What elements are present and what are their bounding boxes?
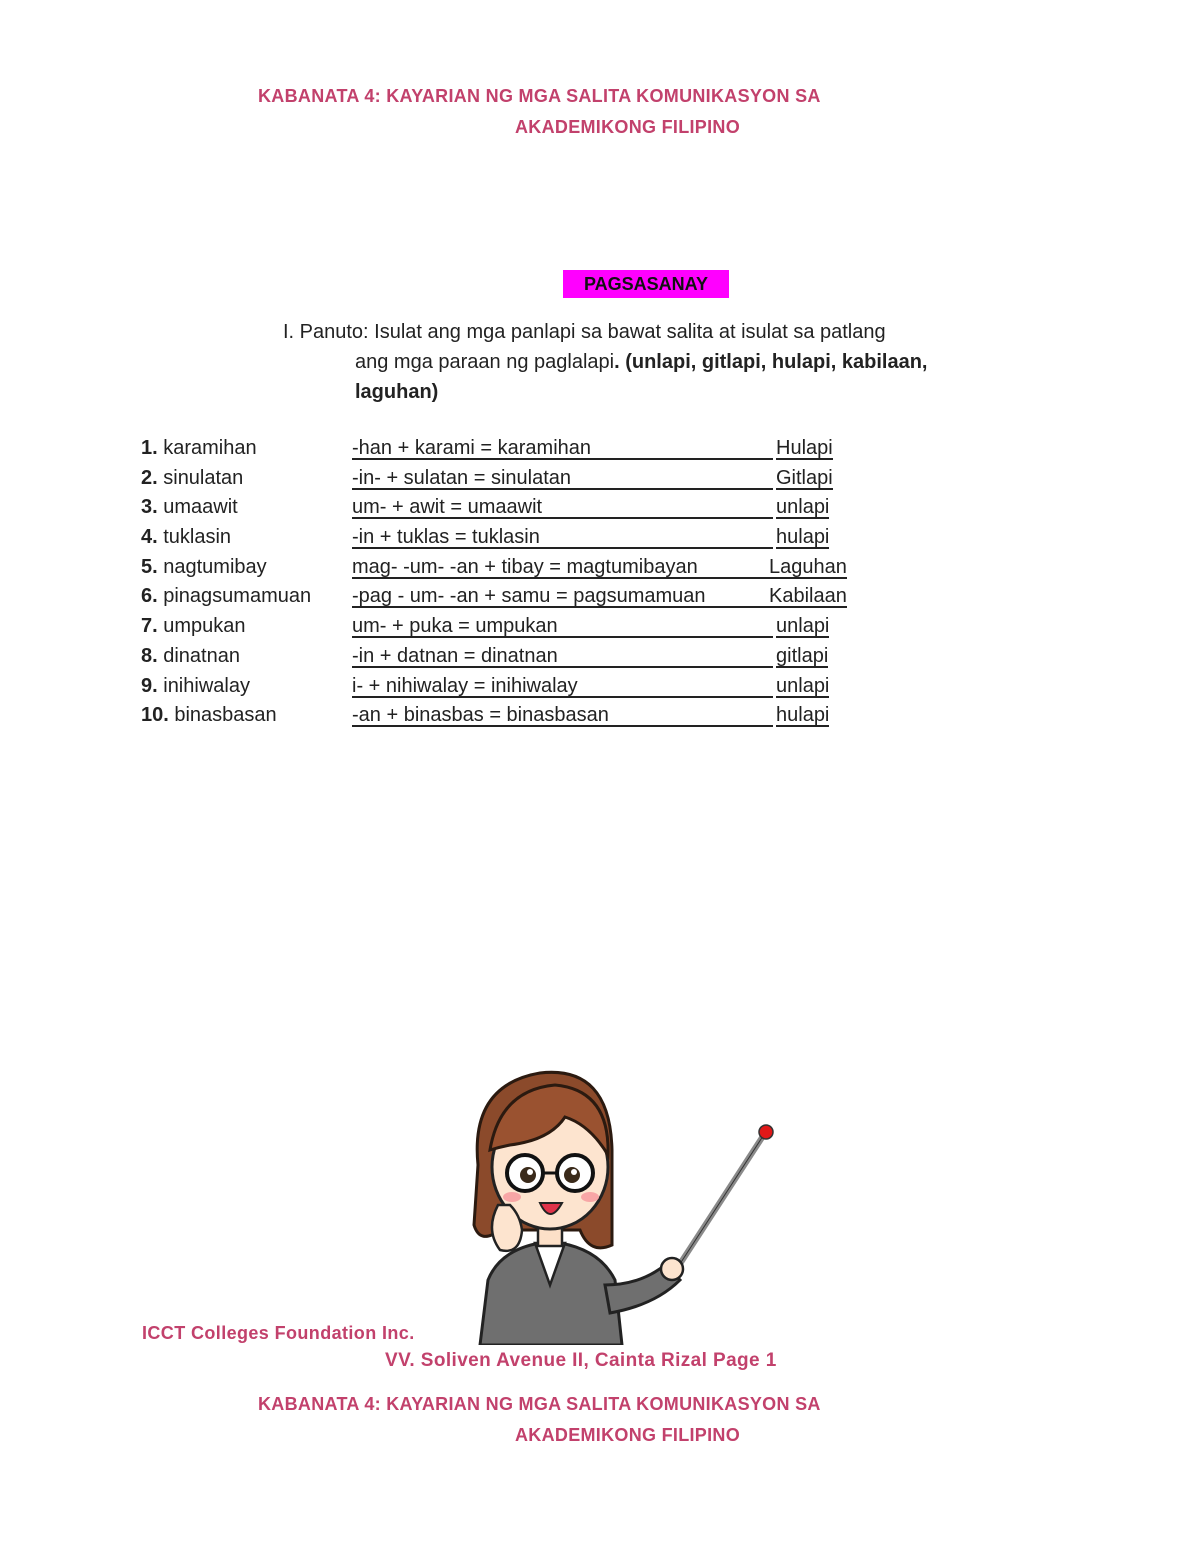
answer-blank[interactable] [352, 582, 773, 608]
item-type: hulapi [776, 704, 830, 727]
item-equation: -in + tuklas = tuklasin [352, 526, 540, 549]
answer-blank[interactable] [352, 701, 773, 727]
item-word: karamihan [157, 437, 257, 459]
type-blank[interactable] [769, 553, 847, 579]
answer-blank[interactable] [352, 523, 773, 549]
item-equation: -in + datnan = dinatnan [352, 644, 558, 667]
item-number: 8. [141, 644, 158, 667]
item-type: Kabilaan [769, 585, 847, 608]
item-equation: -an + binasbas = binasbasan [352, 704, 609, 727]
footer-address: VV. Soliven Avenue II, Cainta Rizal Page 1 [385, 1350, 777, 1371]
item-equation: um- + puka = umpukan [352, 615, 558, 638]
page-header-line1: KABANATA 4: KAYARIAN NG MGA SALITA KOMUNIKASYON SA [258, 86, 821, 106]
answer-blank[interactable] [352, 672, 773, 698]
answer-blank[interactable] [352, 493, 773, 519]
item-type: gitlapi [776, 644, 829, 667]
next-page-header-line2: AKADEMIKONG FILIPINO [515, 1425, 740, 1445]
item-equation: -pag - um- -an + samu = pagsumamuan [352, 585, 706, 608]
item-type: hulapi [776, 526, 830, 549]
type-blank[interactable] [776, 642, 828, 668]
item-number: 2. [141, 466, 158, 489]
item-word: sinulatan [157, 466, 244, 489]
item-type: unlapi [776, 615, 830, 638]
item-equation: -han + karami = karamihan [352, 437, 592, 459]
item-number: 7. [141, 615, 158, 638]
item-word: inihiwalay [157, 674, 250, 697]
item-number: 3. [141, 496, 158, 519]
item-equation: um- + awit = umaawit [352, 496, 543, 519]
item-number: 5. [141, 555, 158, 578]
item-word: nagtumibay [157, 555, 267, 578]
item-type: unlapi [776, 496, 830, 519]
teacher-illustration [440, 1055, 790, 1345]
type-blank[interactable] [776, 672, 829, 698]
item-word: pinagsumamuan [157, 585, 312, 608]
item-type: Gitlapi [776, 466, 833, 489]
answer-blank[interactable] [352, 553, 773, 579]
type-blank[interactable] [776, 701, 829, 727]
item-equation: i- + nihiwalay = inihiwalay [352, 674, 578, 697]
item-number: 6. [141, 585, 158, 608]
instruction-line2-text: ang mga paraan ng paglalapi [355, 351, 615, 373]
item-number: 9. [141, 674, 158, 697]
answer-blank[interactable] [352, 612, 773, 638]
item-equation: -in- + sulatan = sinulatan [352, 466, 572, 489]
type-blank[interactable] [769, 582, 847, 608]
type-blank[interactable] [776, 612, 829, 638]
item-word: binasbasan [168, 704, 277, 727]
item-equation: mag- -um- -an + tibay = magtumibayan [352, 555, 698, 578]
item-word: umpukan [157, 615, 246, 638]
type-blank[interactable] [776, 434, 833, 460]
page-header-line2: AKADEMIKONG FILIPINO [515, 117, 740, 137]
item-number: 10. [141, 704, 169, 727]
item-number: 4. [141, 526, 158, 549]
type-blank[interactable] [776, 523, 829, 549]
item-word: tuklasin [157, 526, 232, 549]
item-word: dinatnan [157, 644, 240, 667]
section-title: PAGSASANAY [563, 270, 729, 298]
instruction-options: . (unlapi, gitlapi, hulapi, kabilaan, [614, 351, 928, 373]
footer-organization: ICCT Colleges Foundation Inc. [142, 1323, 415, 1343]
answer-blank[interactable] [352, 642, 773, 668]
instruction-line2 [355, 347, 1043, 377]
item-type: Hulapi [776, 437, 833, 459]
next-page-header-line1: KABANATA 4: KAYARIAN NG MGA SALITA KOMUNIKASYON SA [258, 1394, 821, 1414]
answer-blank[interactable] [352, 434, 773, 460]
item-word: umaawit [157, 496, 238, 519]
answer-blank[interactable] [352, 464, 773, 490]
type-blank[interactable] [776, 464, 833, 490]
item-number: 1. [141, 437, 158, 459]
instruction-block [283, 317, 1043, 407]
item-type: Laguhan [769, 555, 847, 578]
type-blank[interactable] [776, 493, 829, 519]
instruction-line3: laguhan) [355, 381, 439, 403]
instruction-line1: I. Panuto: Isulat ang mga panlapi sa bawat salita at isulat sa patlang [283, 321, 886, 343]
item-type: unlapi [776, 674, 830, 697]
